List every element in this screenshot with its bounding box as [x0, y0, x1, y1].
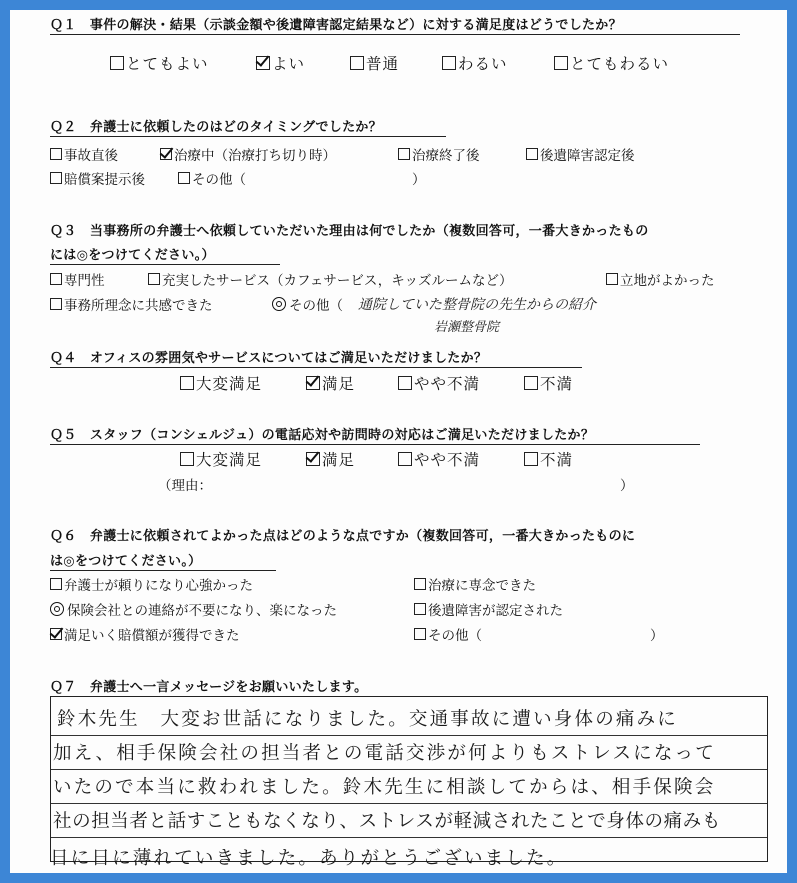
q5-reason-close-paren: ）	[620, 478, 634, 494]
q1-option-average[interactable]: 普通	[350, 52, 399, 74]
checkbox[interactable]	[178, 172, 190, 184]
question-6-title: Ｑ６ 弁護士に依頼されてよかった点はどのような点ですか（複数回答可，一番大きかったものに	[50, 529, 636, 544]
message-box	[50, 696, 768, 862]
q2-other-close-paren: ）	[412, 172, 426, 188]
q3-option-expertise[interactable]: 専門性	[50, 269, 105, 289]
q3-option-other[interactable]: その他（	[272, 294, 343, 314]
question-2-underline	[50, 136, 446, 137]
ruled-line	[51, 837, 767, 838]
checkbox[interactable]	[50, 172, 62, 184]
question-3-title-continued: には◎をつけてください。）	[50, 248, 215, 263]
checkbox[interactable]	[524, 376, 538, 390]
message-line: 社の担当者と話すこともなくなり、ストレスが軽減されたことで身体の痛みも	[53, 811, 721, 832]
checkbox-checked[interactable]	[50, 628, 62, 640]
checkbox[interactable]	[606, 273, 618, 285]
message-line: 鈴木先生 大変お世話になりました。交通事故に遭い身体の痛みに	[57, 709, 679, 730]
q1-option-very-good[interactable]: とてもよい	[110, 52, 209, 74]
q6-option-other[interactable]: その他（	[414, 624, 482, 644]
question-1-underline	[50, 34, 740, 35]
checkbox[interactable]	[148, 273, 160, 285]
q2-option-right-after-accident[interactable]: 事故直後	[50, 144, 118, 164]
checkbox[interactable]	[50, 298, 62, 310]
q3-handwritten-answer: 通院していた整骨院の先生からの紹介	[358, 297, 596, 313]
question-3-underline	[50, 264, 280, 265]
question-1-title: Ｑ１ 事件の解決・結果（示談金額や後遺障害認定結果など）に対する満足度はどうでしたか？	[50, 18, 622, 33]
q4-option-satisfied[interactable]: 満足	[306, 372, 355, 394]
question-6-underline	[50, 570, 276, 571]
double-circle-mark-icon[interactable]	[50, 602, 64, 616]
checkbox[interactable]	[50, 148, 62, 160]
q6-option-no-insurer-contact[interactable]: 保険会社との連絡が不要になり、楽になった	[50, 599, 337, 619]
q3-handwritten-answer-2: 岩瀬整骨院	[434, 320, 500, 335]
checkbox[interactable]	[180, 376, 194, 390]
checkbox[interactable]	[110, 56, 124, 70]
checkbox[interactable]	[398, 148, 410, 160]
question-7-title: Ｑ７ 弁護士へ一言メッセージをお願いいたします。	[50, 680, 368, 695]
question-4-title: Ｑ４ オフィスの雰囲気やサービスについてはご満足いただけましたか？	[50, 351, 488, 366]
q5-option-unsatisfied[interactable]: 不満	[524, 448, 573, 470]
checkbox[interactable]	[414, 603, 426, 615]
checkbox[interactable]	[180, 452, 194, 466]
checkbox[interactable]	[50, 273, 62, 285]
q1-option-very-bad[interactable]: とてもわるい	[554, 52, 669, 74]
checkbox[interactable]	[398, 452, 412, 466]
q6-option-focus-on-treatment[interactable]: 治療に専念できた	[414, 574, 536, 594]
message-line: いたので本当に救われました。鈴木先生に相談してからは、相手保険会	[53, 777, 716, 798]
q2-option-other[interactable]: その他（	[178, 168, 246, 188]
question-3-title: Ｑ３ 当事務所の弁護士へ依頼していただいた理由は何でしたか（複数回答可，一番大きかったもの	[50, 224, 649, 239]
question-2-title: Ｑ２ 弁護士に依頼したのはどのタイミングでしたか？	[50, 120, 382, 135]
ruled-line	[51, 803, 767, 804]
q6-other-close-paren: ）	[650, 628, 664, 644]
checkbox[interactable]	[442, 56, 456, 70]
checkbox[interactable]	[414, 628, 426, 640]
checkbox[interactable]	[526, 148, 538, 160]
checkbox-checked[interactable]	[160, 148, 172, 160]
q2-option-after-certification[interactable]: 後遺障害認定後	[526, 144, 635, 164]
q5-option-satisfied[interactable]: 満足	[306, 448, 355, 470]
q5-option-somewhat-unsatisfied[interactable]: やや不満	[398, 448, 480, 470]
q6-option-satisfying-compensation[interactable]: 満足いく賠償額が獲得できた	[50, 624, 240, 644]
q6-option-reliable-lawyer[interactable]: 弁護士が頼りになり心強かった	[50, 574, 253, 594]
q4-option-somewhat-unsatisfied[interactable]: やや不満	[398, 372, 480, 394]
checkbox[interactable]	[554, 56, 568, 70]
question-5-title: Ｑ５ スタッフ（コンシェルジュ）の電話応対や訪問時の対応はご満足いただけましたか？	[50, 428, 595, 443]
question-6-title-continued: は◎をつけてください。）	[50, 554, 202, 569]
ruled-line	[51, 769, 767, 770]
message-line: 日に日に薄れていきました。ありがとうございました。	[50, 848, 568, 869]
checkbox[interactable]	[350, 56, 364, 70]
q2-option-after-treatment[interactable]: 治療終了後	[398, 144, 480, 164]
checkbox[interactable]	[50, 578, 62, 590]
question-5-underline	[50, 444, 700, 445]
checkbox-checked[interactable]	[256, 56, 270, 70]
checkbox[interactable]	[414, 578, 426, 590]
q6-option-disability-certified[interactable]: 後遺障害が認定された	[414, 599, 563, 619]
message-line: 加え、相手保険会社の担当者との電話交渉が何よりもストレスになって	[53, 743, 716, 764]
q3-option-location[interactable]: 立地がよかった	[606, 269, 715, 289]
q1-option-good[interactable]: よい	[256, 52, 305, 74]
q2-option-during-treatment[interactable]: 治療中（治療打ち切り時）	[160, 144, 336, 164]
q5-reason-label: （理由：	[158, 478, 212, 494]
q3-option-philosophy[interactable]: 事務所理念に共感できた	[50, 294, 213, 314]
double-circle-mark-icon[interactable]	[272, 297, 286, 311]
survey-sheet	[10, 10, 787, 873]
q4-option-very-satisfied[interactable]: 大変満足	[180, 372, 262, 394]
question-4-underline	[50, 367, 582, 368]
checkbox[interactable]	[524, 452, 538, 466]
q1-option-bad[interactable]: わるい	[442, 52, 508, 74]
checkbox[interactable]	[398, 376, 412, 390]
checkbox-checked[interactable]	[306, 376, 320, 390]
checkbox-checked[interactable]	[306, 452, 320, 466]
ruled-line	[51, 735, 767, 736]
q3-option-services[interactable]: 充実したサービス（カフェサービス，キッズルームなど）	[148, 269, 512, 289]
q2-option-after-compensation-offer[interactable]: 賠償案提示後	[50, 168, 145, 188]
q4-option-unsatisfied[interactable]: 不満	[524, 372, 573, 394]
q5-option-very-satisfied[interactable]: 大変満足	[180, 448, 262, 470]
